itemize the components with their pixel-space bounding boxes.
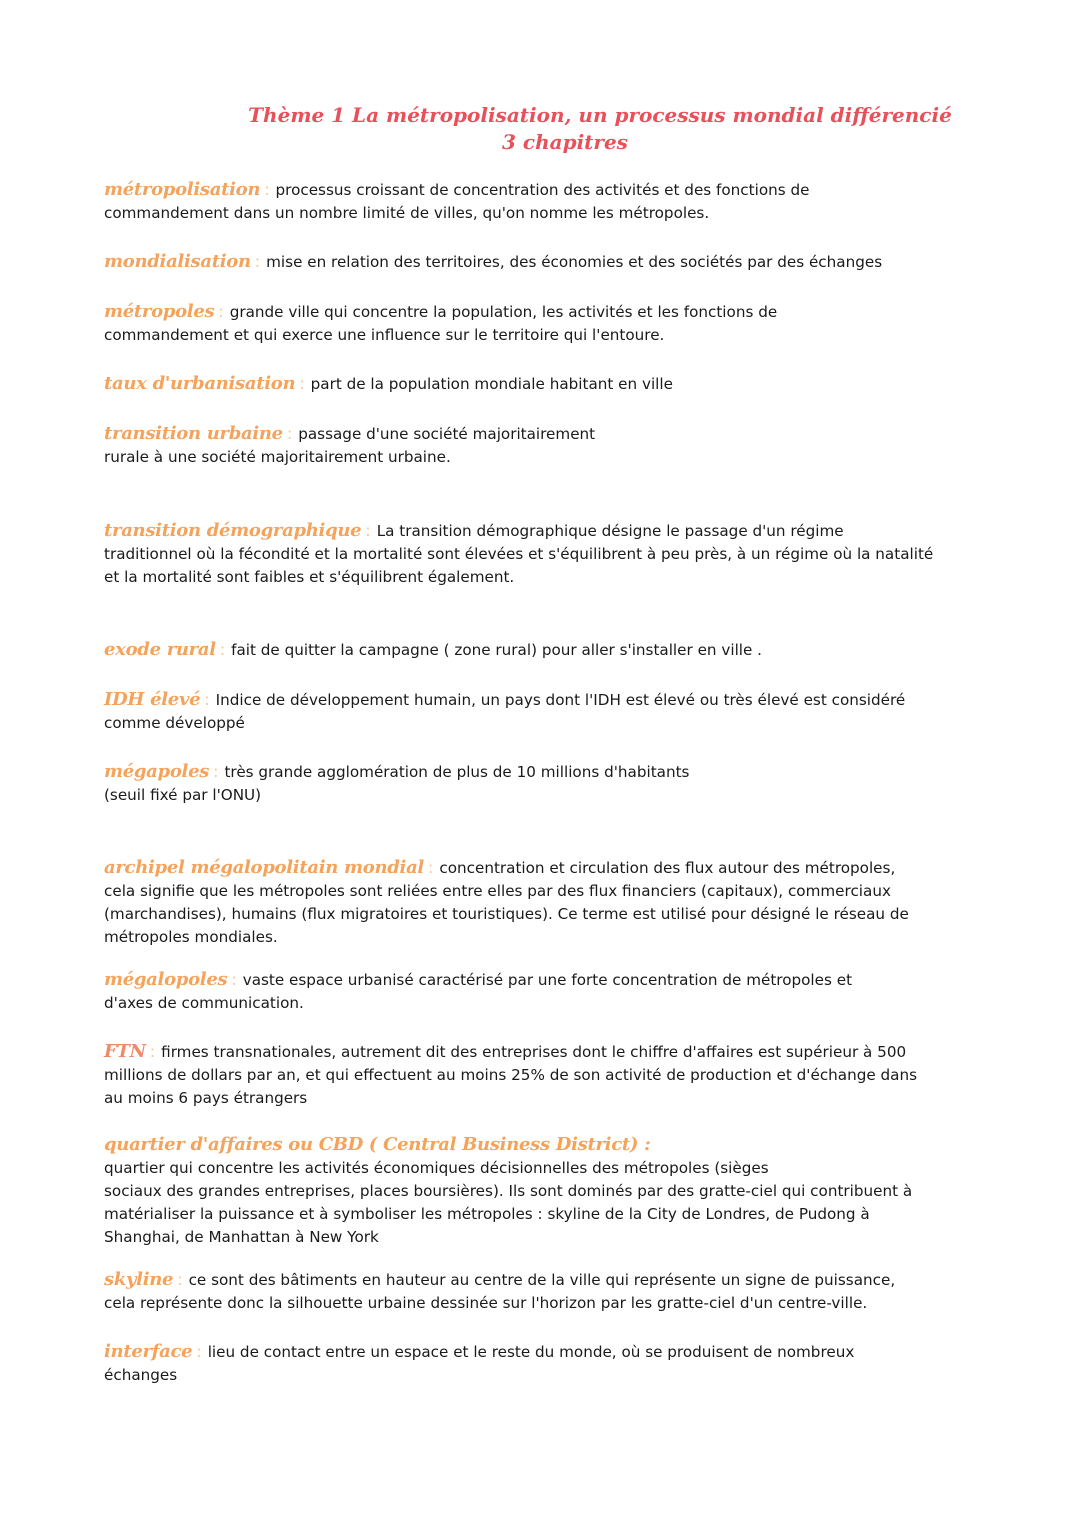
definition-line: commandement dans un nombre limité de villes, qu'on nomme les métropoles. xyxy=(104,204,710,222)
definition-line: comme développé xyxy=(104,714,245,732)
definition-line: matérialiser la puissance et à symboliser les métropoles : skyline de la City de Londres, de Pudong à xyxy=(104,1205,870,1223)
glossary-entry: transition démographique : La transition démographique désigne le passage d'un régime traditionnel où la fécondité et la mortalité sont élevées et s'équilibrent à peu près, à un régime où la natalité et la mortalité sont faibles et s'équilibrent également. xyxy=(104,519,984,589)
definition-line: fait de quitter la campagne ( zone rural) pour aller s'installer en ville . xyxy=(231,641,763,659)
definition-line: échanges xyxy=(104,1366,178,1384)
definition-line: Shanghai, de Manhattan à New York xyxy=(104,1228,379,1246)
definition-line: d'axes de communication. xyxy=(104,994,304,1012)
definition-line: concentration et circulation des flux autour des métropoles, xyxy=(439,859,896,877)
glossary-term: archipel mégalopolitain mondial xyxy=(104,857,424,878)
glossary-entry: exode rural : fait de quitter la campagne ( zone rural) pour aller s'installer en ville . xyxy=(104,639,763,660)
glossary-term: mégapoles xyxy=(104,761,210,782)
glossary-term: skyline xyxy=(104,1269,174,1290)
definition-line: très grande agglomération de plus de 10 millions d'habitants xyxy=(224,763,690,781)
glossary-term: IDH élevé xyxy=(104,689,201,710)
glossary-entry: IDH élevé : Indice de développement humain, un pays dont l'IDH est élevé ou très élevé est considéré comme développé xyxy=(104,688,984,735)
glossary-entry: métropolisation : processus croissant de concentration des activités et des fonctions de commandement dans un nombre limité de villes, qu'on nomme les métropoles. xyxy=(104,178,984,225)
glossary-entry: interface : lieu de contact entre un espace et le reste du monde, où se produisent de nombreux échanges xyxy=(104,1340,984,1387)
title-block xyxy=(0,102,1080,156)
definition-line: (marchandises), humains (flux migratoires et touristiques). Ce terme est utilisé pour désigné le réseau de xyxy=(104,905,909,923)
glossary-entry: métropoles : grande ville qui concentre la population, les activités et les fonctions de commandement et qui exerce une influence sur le territoire qui l'entoure. xyxy=(104,300,984,347)
definition-line: mise en relation des territoires, des économies et des sociétés par des échanges xyxy=(266,253,883,271)
definition-line: sociaux des grandes entreprises, places boursières). Ils sont dominés par des gratte-ciel qui contribuent à xyxy=(104,1182,913,1200)
definition-line: cela signifie que les métropoles sont reliées entre elles par des flux financiers (capitaux), commerciaux xyxy=(104,882,891,900)
definition-line: lieu de contact entre un espace et le reste du monde, où se produisent de nombreux xyxy=(207,1343,855,1361)
glossary-entry xyxy=(104,1133,984,1249)
definition-line: commandement et qui exerce une influence sur le territoire qui l'entoure. xyxy=(104,326,665,344)
definition-line: passage d'une société majoritairement xyxy=(298,425,596,443)
glossary-term: quartier d'affaires ou CBD ( Central Business District) : xyxy=(104,1134,651,1155)
glossary-term: transition démographique xyxy=(104,520,362,541)
definition-line: traditionnel où la fécondité et la mortalité sont élevées et s'équilibrent à peu près, à un régime où la natalité xyxy=(104,545,934,563)
glossary-term: taux d'urbanisation xyxy=(104,373,296,394)
glossary-entry: FTN : firmes transnationales, autrement dit des entreprises dont le chiffre d'affaires est supérieur à 500 millions de dollars par an, et qui effectuent au moins 25% de son activité de production et d'échange dans au moins 6 pays étrangers xyxy=(104,1040,984,1110)
page-title: Thème 1 La métropolisation, un processus mondial différencié xyxy=(248,103,952,127)
definition-line: millions de dollars par an, et qui effectuent au moins 25% de son activité de production et d'échange dans xyxy=(104,1066,918,1084)
glossary-entry: mégalopoles : vaste espace urbanisé caractérisé par une forte concentration de métropoles et d'axes de communication. xyxy=(104,968,984,1015)
definition-line: au moins 6 pays étrangers xyxy=(104,1089,308,1107)
page-subtitle: 3 chapitres xyxy=(502,130,628,154)
definition-line: part de la population mondiale habitant en ville xyxy=(310,375,673,393)
glossary-term: interface xyxy=(104,1341,193,1362)
definition-line: rurale à une société majoritairement urbaine. xyxy=(104,448,451,466)
definition-line: métropoles mondiales. xyxy=(104,928,278,946)
definition-line: grande ville qui concentre la population, les activités et les fonctions de xyxy=(229,303,778,321)
glossary-entry: skyline : ce sont des bâtiments en hauteur au centre de la ville qui représente un signe de puissance, cela représente donc la silhouette urbaine dessinée sur l'horizon par les gratte-ciel d'un centre-ville. xyxy=(104,1268,984,1315)
glossary-entry: mégapoles : très grande agglomération de plus de 10 millions d'habitants (seuil fixé par l'ONU) xyxy=(104,760,984,807)
definition-line: processus croissant de concentration des activités et des fonctions de xyxy=(275,181,810,199)
glossary-entry: mondialisation : mise en relation des territoires, des économies et des sociétés par des échanges xyxy=(104,251,883,272)
glossary-term: métropolisation xyxy=(104,179,261,200)
glossary-term: exode rural xyxy=(104,639,216,660)
glossary-term: transition urbaine xyxy=(104,423,283,444)
glossary-term: métropoles xyxy=(104,301,215,322)
glossary-term: FTN xyxy=(104,1041,146,1062)
glossary-entry: transition urbaine : passage d'une société majoritairement rurale à une société majoritairement urbaine. xyxy=(104,422,984,469)
glossary-term: mondialisation xyxy=(104,251,251,272)
definition-line: La transition démographique désigne le passage d'un régime xyxy=(376,522,844,540)
definition-line: ce sont des bâtiments en hauteur au centre de la ville qui représente un signe de puissance, xyxy=(188,1271,896,1289)
definition-line: et la mortalité sont faibles et s'équilibrent également. xyxy=(104,568,515,586)
glossary-term: mégalopoles xyxy=(104,969,228,990)
definition-line: (seuil fixé par l'ONU) xyxy=(104,786,262,804)
glossary-entry: taux d'urbanisation : part de la population mondiale habitant en ville xyxy=(104,373,673,394)
definition-line: vaste espace urbanisé caractérisé par une forte concentration de métropoles et xyxy=(242,971,853,989)
glossary-entry: archipel mégalopolitain mondial : concentration et circulation des flux autour des métropoles, cela signifie que les métropoles sont reliées entre elles par des flux financiers (capitaux), commerciaux (marchandises), humains (flux migratoires et touristiques). Ce terme est utilisé pour désigné le réseau de métropoles mondiales. xyxy=(104,856,984,949)
definition-line: Indice de développement humain, un pays dont l'IDH est élevé ou très élevé est considéré xyxy=(215,691,906,709)
definition-line: firmes transnationales, autrement dit des entreprises dont le chiffre d'affaires est supérieur à 500 xyxy=(161,1043,907,1061)
definition-line: cela représente donc la silhouette urbaine dessinée sur l'horizon par les gratte-ciel d'un centre-ville. xyxy=(104,1294,868,1312)
definition-line: quartier qui concentre les activités économiques décisionnelles des métropoles (sièges xyxy=(104,1159,769,1177)
